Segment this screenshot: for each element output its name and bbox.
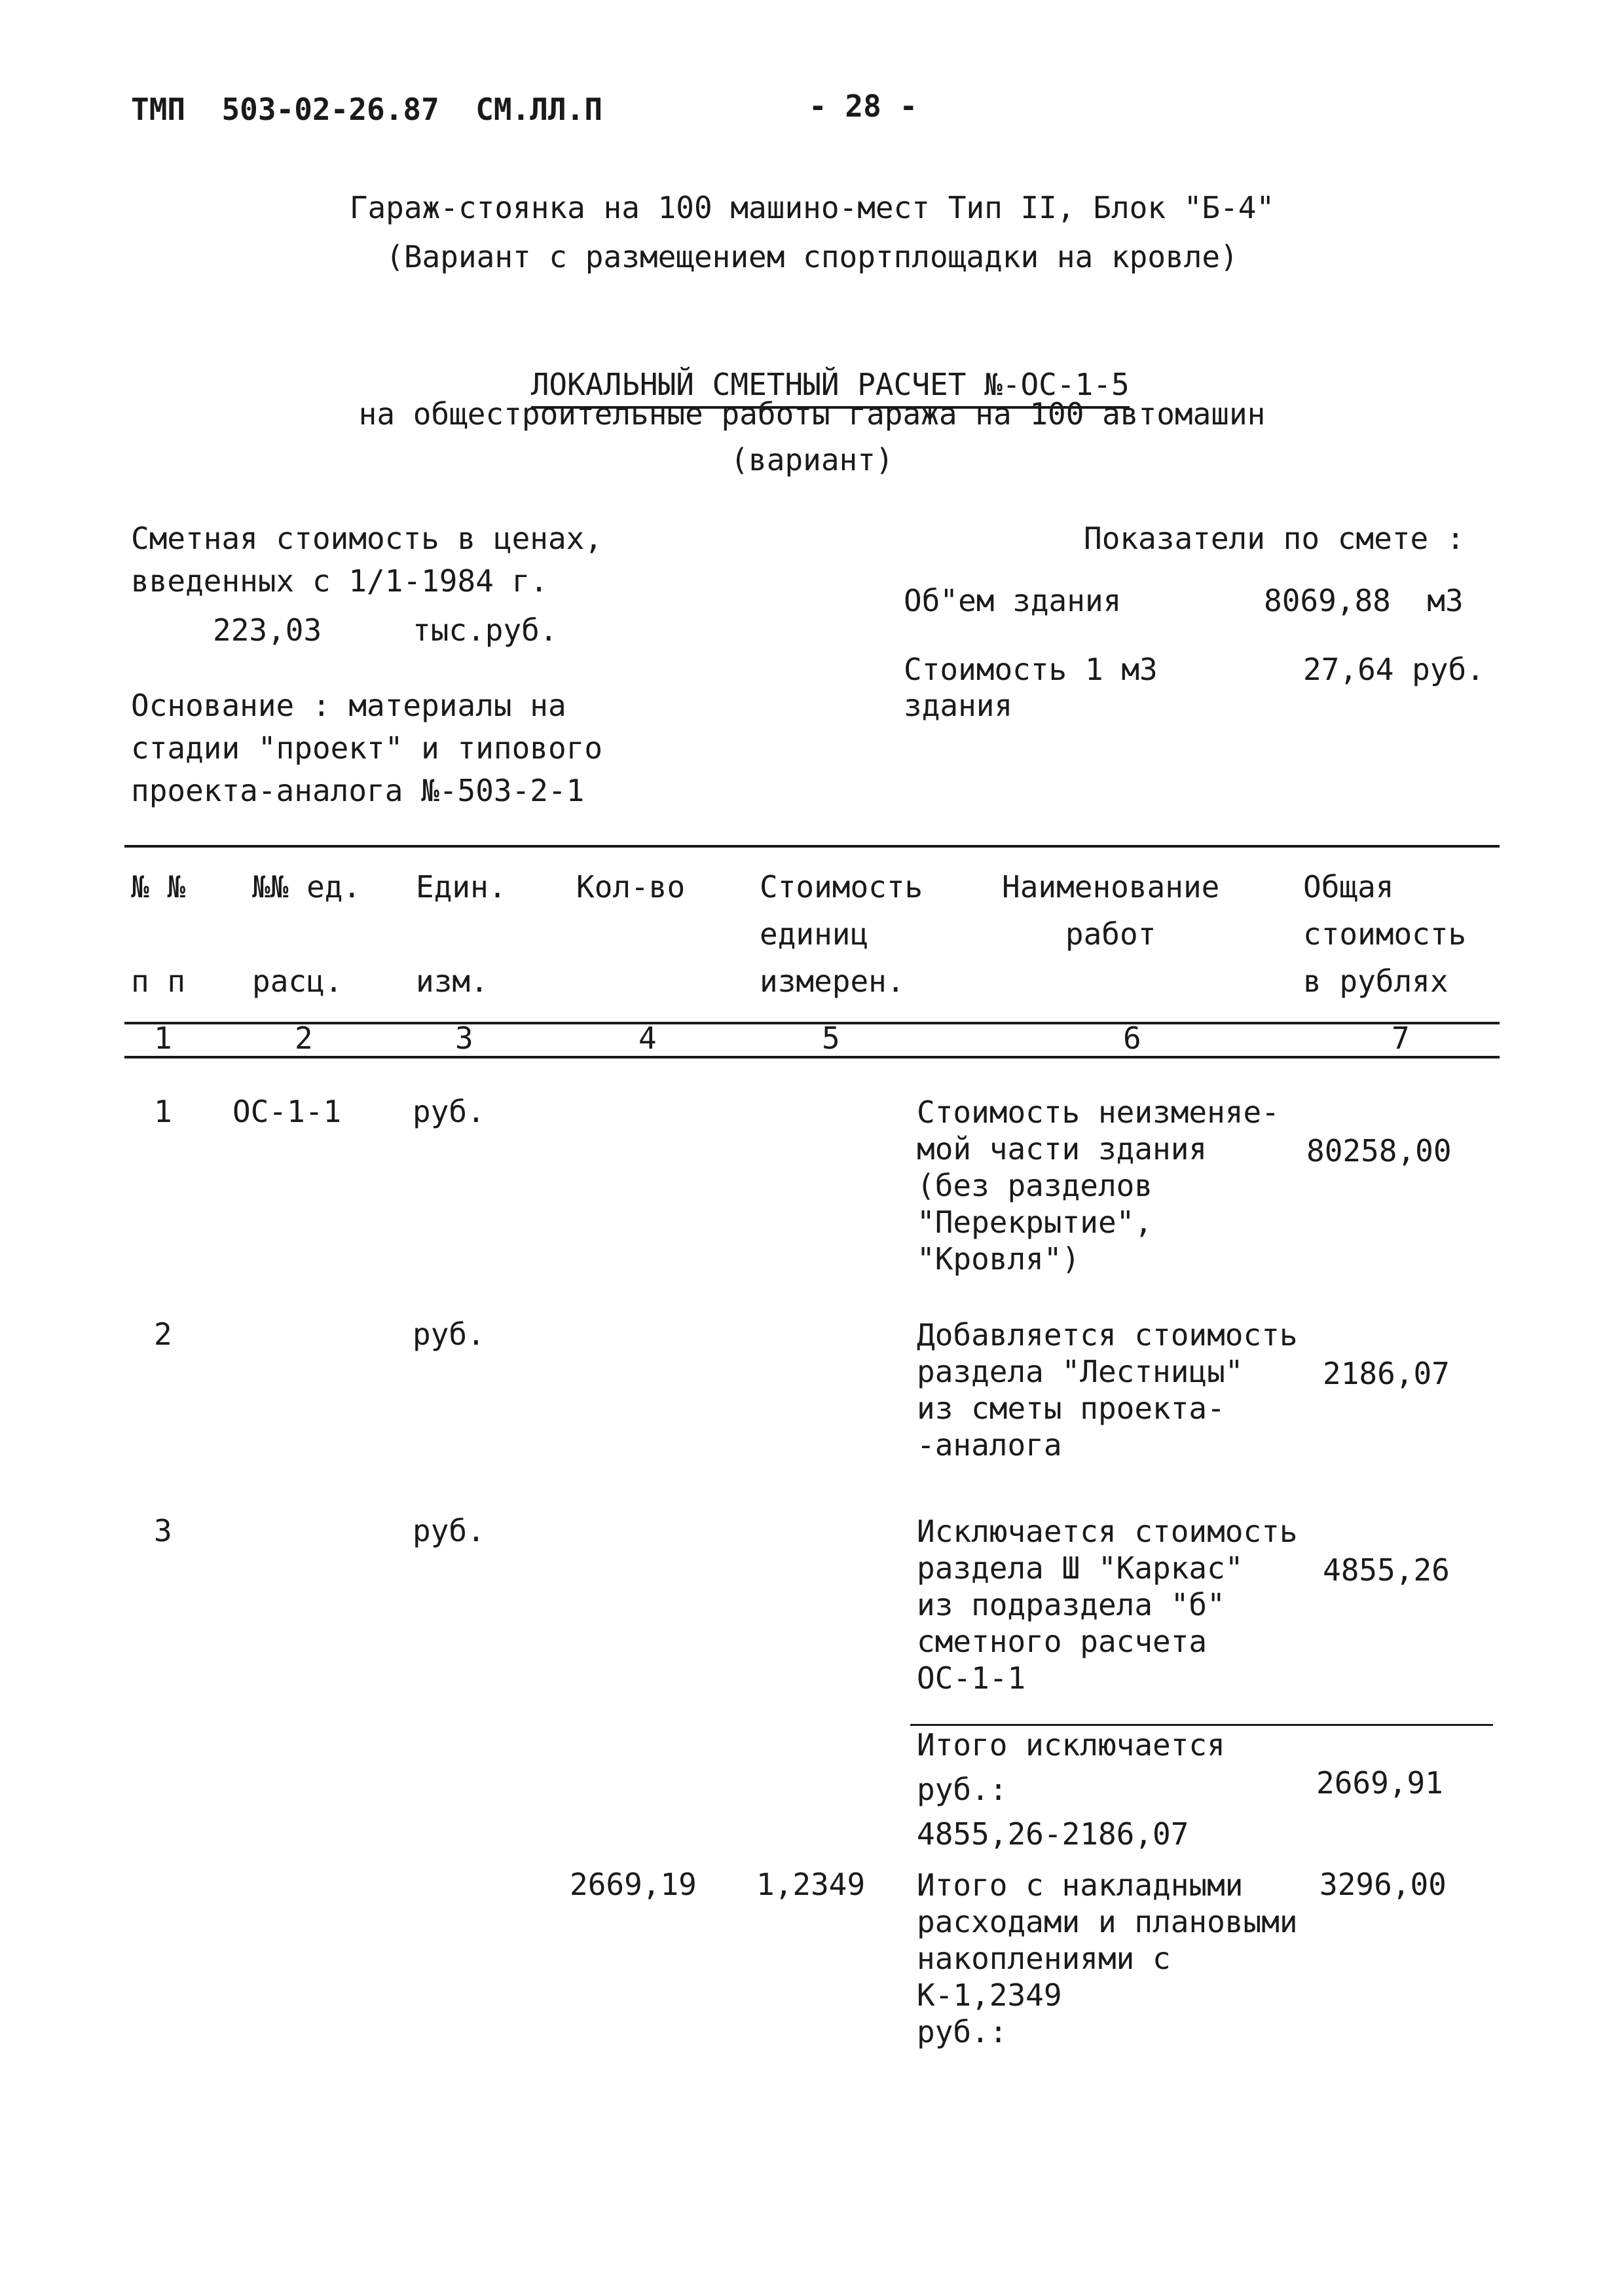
- table-numbers-rule: [124, 1056, 1500, 1058]
- column-number: 4: [638, 1020, 657, 1056]
- column-number: 7: [1392, 1020, 1410, 1056]
- unit-of-measure: руб.: [413, 1317, 485, 1352]
- subtitle-line-1: на общестроительные работы гаража на 100 автомашин: [358, 396, 1266, 432]
- header-col-5: Стоимость единиц измерен.: [760, 869, 923, 999]
- total-cost: 4855,26: [1323, 1552, 1450, 1588]
- cost-caption-line-2: введенных с 1/1-1984 г.: [131, 563, 548, 599]
- row-number: 2: [154, 1317, 172, 1352]
- estimated-cost-value: 223,03: [213, 612, 322, 648]
- unit-cost: 1,2349: [756, 1867, 866, 1902]
- rate-code: ОС-1-1: [232, 1094, 342, 1129]
- estimate-heading: ЛОКАЛЬНЫЙ СМЕТНЫЙ РАСЧЕТ №-ОС-1-5: [0, 331, 1624, 403]
- subtotal-description: Итого исключается руб.: 4855,26-2186,07: [917, 1727, 1225, 1852]
- total-cost: 2186,07: [1323, 1356, 1450, 1391]
- column-number: 5: [822, 1020, 840, 1056]
- header-col-4: Кол-во: [576, 869, 686, 905]
- work-description: Добавляется стоимость раздела "Лестницы" из сметы проекта- -аналога: [917, 1317, 1298, 1463]
- building-volume-label: Об"ем здания: [904, 583, 1122, 618]
- title-line-2: (Вариант с размещением спортплощадки на кровле): [386, 239, 1238, 274]
- indicators-title: Показатели по смете :: [1084, 521, 1465, 556]
- row-number: 3: [154, 1513, 172, 1548]
- table-header-rule: [124, 1022, 1500, 1024]
- header-col-7: Общая стоимость в рублях: [1303, 869, 1467, 999]
- subtitle-line-2: (вариант): [730, 442, 894, 477]
- work-description: Стоимость неизменяе- мой части здания (без разделов "Перекрытие", "Кровля"): [917, 1094, 1280, 1277]
- row-number: 1: [154, 1094, 172, 1129]
- page-number: - 28 -: [809, 88, 918, 124]
- basis-line-3: проекта-аналога №-503-2-1: [131, 773, 585, 808]
- document-code: ТМП 503-02-26.87 СМ.ЛЛ.П: [131, 92, 603, 127]
- subtotal-cost: 2669,91: [1316, 1765, 1443, 1801]
- table-top-rule: [124, 845, 1500, 848]
- basis-line-1: Основание : материалы на: [131, 688, 566, 723]
- final-total-cost: 3296,00: [1320, 1867, 1447, 1902]
- unit-of-measure: руб.: [413, 1513, 485, 1548]
- unit-cost-label-1: Стоимость 1 м3: [904, 652, 1158, 687]
- building-volume-value: 8069,88 м3: [1264, 583, 1464, 618]
- estimated-cost-unit: тыс.руб.: [413, 612, 558, 648]
- cost-caption-line-1: Сметная стоимость в ценах,: [131, 521, 603, 556]
- column-number: 3: [455, 1020, 473, 1056]
- header-col-1: № № п п: [131, 869, 186, 999]
- unit-of-measure: руб.: [413, 1094, 485, 1129]
- title-line-1: Гараж-стоянка на 100 машино-мест Тип II, Блок "Б-4": [349, 190, 1275, 225]
- basis-line-2: стадии "проект" и типового: [131, 730, 603, 766]
- column-number: 2: [295, 1020, 313, 1056]
- final-description: Итого с накладными расходами и плановыми накоплениями с К-1,2349 руб.:: [917, 1867, 1298, 2049]
- quantity: 2669,19: [570, 1867, 697, 1902]
- header-col-3: Един. изм.: [416, 869, 507, 999]
- header-col-6: Наименование работ: [1002, 869, 1220, 952]
- work-description: Исключается стоимость раздела Ш "Каркас" из подраздела "б" сметного расчета ОС-1-1: [917, 1514, 1298, 1696]
- total-cost: 80258,00: [1306, 1133, 1452, 1169]
- column-number: 6: [1123, 1020, 1141, 1056]
- unit-cost-value: 27,64 руб.: [1303, 652, 1485, 687]
- header-col-2: №№ ед. расц.: [252, 869, 361, 999]
- column-number: 1: [154, 1020, 172, 1056]
- unit-cost-label-2: здания: [904, 688, 1013, 723]
